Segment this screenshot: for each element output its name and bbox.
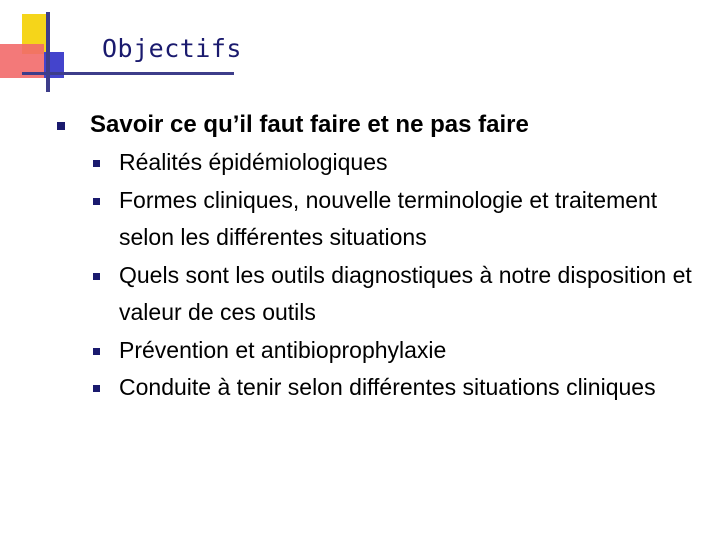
sub-bullet-list xyxy=(90,144,695,407)
decorative-corner-logo xyxy=(0,0,100,100)
main-bullet-point xyxy=(55,108,695,407)
slide-content xyxy=(55,108,695,407)
square-bullet-icon xyxy=(57,122,65,130)
slide-title: Objectifs xyxy=(102,34,242,63)
sub-bullet-item xyxy=(90,369,695,407)
square-bullet-icon xyxy=(93,385,100,392)
square-bullet-icon xyxy=(93,348,100,355)
square-bullet-icon xyxy=(93,273,100,280)
sub-bullet-item xyxy=(90,182,695,257)
square-bullet-icon xyxy=(93,198,100,205)
sub-bullet-text: Réalités épidémiologiques xyxy=(119,149,388,175)
sub-bullet-text: Formes cliniques, nouvelle terminologie et traitement selon les différentes situations xyxy=(119,186,658,250)
sub-bullet-item xyxy=(90,257,695,332)
logo-vertical-line xyxy=(46,12,50,92)
main-bullet-text: Savoir ce qu’il faut faire et ne pas faire xyxy=(90,111,529,138)
sub-bullet-text: Prévention et antibioprophylaxie xyxy=(119,336,447,363)
sub-bullet-item xyxy=(90,332,695,370)
title-underline xyxy=(22,72,234,75)
sub-bullet-text: Quels sont les outils diagnostiques à notre disposition et valeur de ces outils xyxy=(119,261,692,325)
sub-bullet-text: Conduite à tenir selon différentes situations cliniques xyxy=(119,374,656,400)
sub-bullet-item xyxy=(90,144,695,182)
square-bullet-icon xyxy=(93,160,100,167)
